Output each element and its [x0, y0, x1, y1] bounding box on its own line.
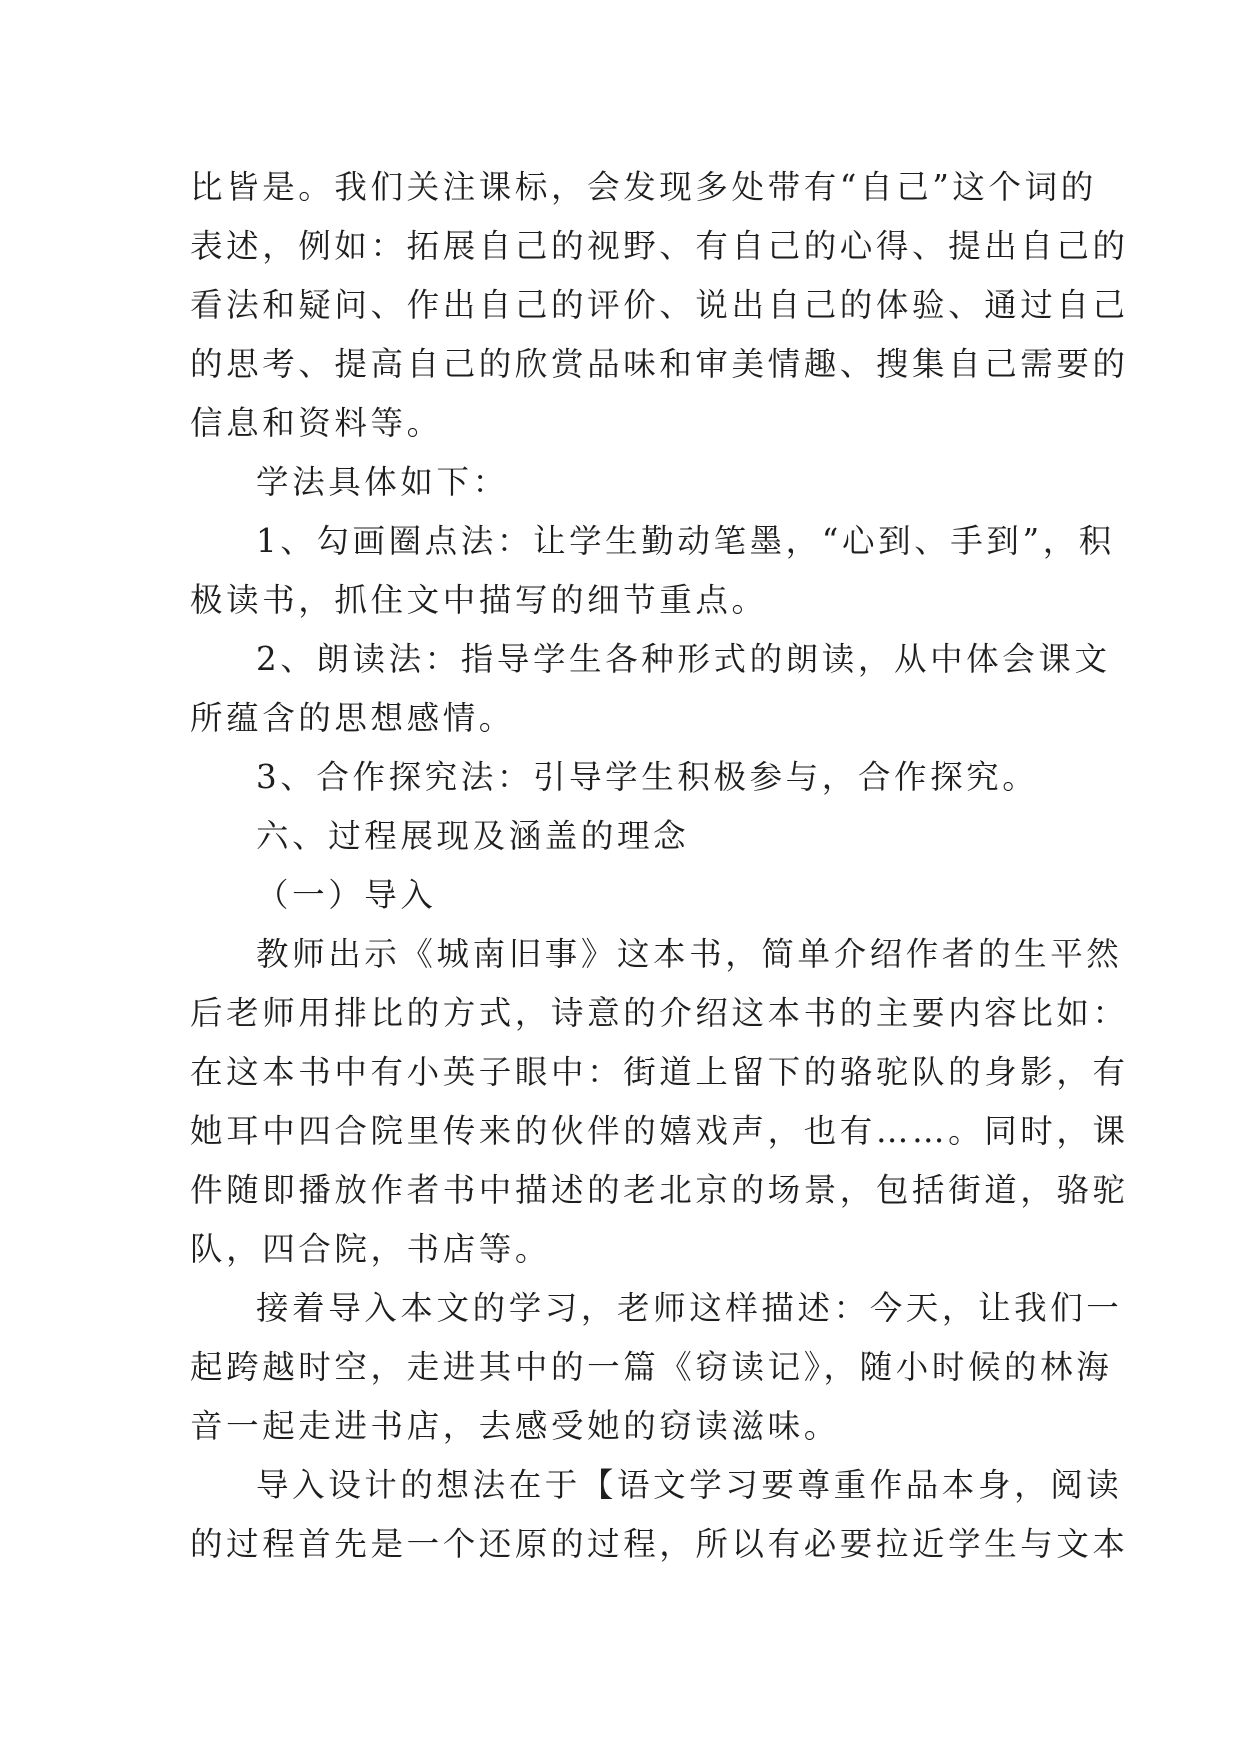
- text-line: 在这本书中有小英子眼中：街道上留下的骆驼队的身影，有: [190, 1053, 1129, 1091]
- text-line: 所蕴含的思想感情。: [190, 699, 515, 737]
- text-line: 她耳中四合院里传来的伙伴的嬉戏声，也有……。同时，课: [190, 1112, 1129, 1150]
- subsection-heading: （一）导入: [256, 876, 437, 914]
- text-line: 信息和资料等。: [190, 404, 443, 442]
- text-line: 队，四合院，书店等。: [190, 1230, 552, 1268]
- list-item-line: 2、朗读法：指导学生各种形式的朗读，从中体会课文: [256, 640, 1111, 678]
- text-line: 的过程首先是一个还原的过程，所以有必要拉近学生与文本: [190, 1525, 1129, 1563]
- paragraph-start-line: 接着导入本文的学习，老师这样描述：今天，让我们一: [256, 1289, 1123, 1327]
- text-line: 看法和疑问、作出自己的评价、说出自己的体验、通过自己: [190, 286, 1129, 324]
- text-line: 后老师用排比的方式，诗意的介绍这本书的主要内容比如：: [190, 994, 1129, 1032]
- paragraph-start-line: 导入设计的想法在于【语文学习要尊重作品本身，阅读: [256, 1466, 1123, 1504]
- text-line: 起跨越时空，走进其中的一篇《窃读记》，随小时候的林海: [190, 1348, 1113, 1386]
- list-item-line: 3、合作探究法：引导学生积极参与，合作探究。: [256, 758, 1039, 796]
- text-line: 音一起走进书店，去感受她的窃读滋味。: [190, 1407, 840, 1445]
- text-line: 表述，例如：拓展自己的视野、有自己的心得、提出自己的: [190, 227, 1129, 265]
- document-body: [190, 158, 1129, 1574]
- text-line: 件随即播放作者书中描述的老北京的场景，包括街道，骆驼: [190, 1171, 1129, 1209]
- text-line: 的思考、提高自己的欣赏品味和审美情趣、搜集自己需要的: [190, 345, 1129, 383]
- section-intro-line: 学法具体如下：: [256, 463, 509, 501]
- text-line: 比皆是。我们关注课标，会发现多处带有“自己”这个词的: [190, 168, 1097, 206]
- paragraph-start-line: 教师出示《城南旧事》这本书，简单介绍作者的生平然: [256, 935, 1123, 973]
- list-item-line: 1、勾画圈点法：让学生勤动笔墨，“心到、手到”，积: [256, 522, 1115, 560]
- section-heading: 六、过程展现及涵盖的理念: [256, 817, 690, 855]
- text-line: 极读书，抓住文中描写的细节重点。: [190, 581, 768, 619]
